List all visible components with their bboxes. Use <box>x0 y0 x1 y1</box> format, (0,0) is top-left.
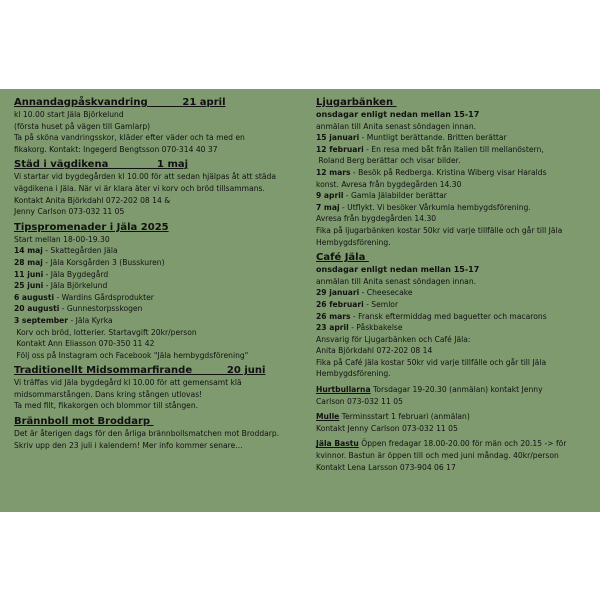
cafe-intro: anmälan till Anita senast söndagen innan. <box>316 276 477 286</box>
section-cafe-jala <box>316 252 596 380</box>
event-text: - Besök på Redberga. Kristina Wiberg visar Haralds <box>350 167 547 177</box>
event-text: - Muntligt berättande. Britten berättar <box>359 133 507 143</box>
ljugar-event <box>316 190 596 202</box>
tips-date: 25 juni <box>14 281 44 291</box>
tips-date-row <box>14 245 300 257</box>
stad-line: Kontakt Anita Björkdahl 072-202 08 14 & <box>14 195 171 205</box>
mulle-text: Terminsstart 1 februari (anmälan) <box>339 412 470 422</box>
section-mulle <box>316 411 596 434</box>
tips-note: Kontakt Ann Eliasson 070-350 11 42 <box>14 339 155 349</box>
hurtbullarna-text: Torsdagar 19-20.30 (anmälan) kontakt Jenny <box>370 385 543 395</box>
tips-date-row <box>14 315 300 327</box>
tips-date-row <box>14 280 300 292</box>
ljugar-event <box>316 225 596 237</box>
bastu-title: Jäla Bastu <box>316 439 359 449</box>
hurtbullarna-line <box>316 384 596 396</box>
bastu-text: Öppen fredagar 18.00-20.00 för män och 20.15 -> för <box>358 439 567 449</box>
section-brannboll <box>14 416 300 451</box>
cafe-heading: Café Jäla <box>316 252 369 264</box>
event-text: - Gamla Jälabilder berättar <box>343 191 447 201</box>
event-text: - En resa med båt från Italien till mellanöstern, <box>363 144 544 154</box>
event-date: 29 januari <box>316 288 360 298</box>
tips-place: - Jäla Bygdegård <box>43 269 109 279</box>
section-bastu <box>316 438 596 473</box>
hurtbullarna-title: Hurtbullarna <box>316 385 371 395</box>
stad-line: Jenny Carlson 073-032 11 05 <box>14 207 125 217</box>
tips-place: - Jäla Kyrka <box>68 315 113 325</box>
annandag-line: (första huset på vägen till Gamlarp) <box>14 121 151 131</box>
stad-line: Vi startar vid bygdegården kl 10.00 för att sedan hjälpas åt att städa <box>14 172 277 182</box>
event-text: Fika på ljugarbänken kostar 50kr vid varje tillfälle och går till Jäla <box>316 225 563 235</box>
tips-intro: Start mellan 18-00-19.30 <box>14 234 110 244</box>
bastu-line: Kontakt Lena Larsson 073-904 06 17 <box>316 462 456 472</box>
tips-date: 28 maj <box>14 257 43 267</box>
ljugar-event <box>316 132 596 144</box>
right-column <box>316 97 596 473</box>
event-date: 12 februari <box>316 144 364 154</box>
ljugar-event <box>316 144 596 156</box>
section-hurtbullarna <box>316 384 596 407</box>
tips-place: - Jäla Korsgården 3 (Busskuren) <box>42 257 165 267</box>
cafe-note: Fika på Café Jäla kostar 50kr vid varje tillfälle och går till Jäla <box>316 357 547 367</box>
ljugar-event <box>316 213 596 225</box>
section-stad <box>14 159 300 217</box>
section-ljugarbanken <box>316 97 596 248</box>
midsommar-heading: Traditionellt Midsommarfirande 20 juni <box>14 365 266 377</box>
bastu-line: kvinnor. Bastun är öppen till och med juni måndag. 40kr/person <box>316 451 559 461</box>
tips-date-row <box>14 292 300 304</box>
stad-heading: Städ i vägdikena 1 maj <box>14 159 189 171</box>
tips-place: - Gunnestorpsskogen <box>59 304 143 314</box>
event-text: - Utflykt. Vi besöker Vårkumla hembygdsförening. <box>339 202 531 212</box>
event-date: 26 mars <box>316 311 351 321</box>
tips-date-row <box>14 257 300 269</box>
event-text: Roland Berg berättar och visar bilder. <box>316 156 461 166</box>
event-date: 15 januari <box>316 133 360 143</box>
annandag-line: fikakorg. Kontakt: Ingegerd Bengtsson 070-314 40 37 <box>14 144 218 154</box>
cafe-event <box>316 322 596 334</box>
tips-date: 6 augusti <box>14 292 55 302</box>
cafe-event <box>316 287 596 299</box>
event-text: Avresa från bygdegården 14.30 <box>316 214 437 224</box>
ljugar-event <box>316 237 596 249</box>
annandag-line: Ta på sköna vandringsskor, kläder efter väder och ta med en <box>14 133 245 143</box>
cafe-event <box>316 311 596 323</box>
event-text: - Cheesecake <box>359 288 413 298</box>
cafe-sub: onsdagar enligt nedan mellan 15-17 <box>316 265 480 275</box>
ljugar-event <box>316 167 596 179</box>
tips-date-row <box>14 269 300 281</box>
ljugar-event <box>316 179 596 191</box>
ljugar-event <box>316 155 596 167</box>
cafe-note: Ansvarig för Ljugarbänken och Café Jäla: <box>316 334 471 344</box>
event-date: 23 april <box>316 323 349 333</box>
tips-date: 20 augusti <box>14 304 60 314</box>
tips-note: Följ oss på Instagram och Facebook "Jäla hembygdsförening" <box>14 350 249 360</box>
annandag-line: kl 10.00 start Jäla Björkelund <box>14 110 124 119</box>
event-date: 9 april <box>316 191 344 201</box>
brannboll-line: Skriv upp den 23 juli i kalendern! Mer info kommer senare... <box>14 440 243 450</box>
ljugar-heading: Ljugarbänken <box>316 97 397 108</box>
midsommar-line: Ta med filt, fikakorgen och blommor till stången. <box>14 401 199 411</box>
hurtbullarna-line: Carlson 073-032 11 05 <box>316 396 403 406</box>
event-date: 7 maj <box>316 202 340 212</box>
tips-date: 3 september <box>14 315 69 325</box>
tips-place: - Wardins Gårdsprodukter <box>54 292 154 302</box>
stad-line: vägdikena i Jäla. När vi är klara äter vi korv och bröd tillsammans. <box>14 183 265 193</box>
event-text: - Påskbakelse <box>348 323 403 333</box>
mulle-line: Kontakt Jenny Carlson 073-032 11 05 <box>316 423 458 433</box>
tips-place: - Jäla Björkelund <box>43 281 108 291</box>
section-annandag <box>14 97 300 155</box>
annandag-heading: Annandagpåskvandring 21 april <box>14 97 226 108</box>
mulle-line <box>316 411 596 423</box>
ljugar-event <box>316 202 596 214</box>
tips-date: 14 maj <box>14 246 43 256</box>
tips-date: 11 juni <box>14 269 44 279</box>
ljugar-intro: anmälan till Anita senast söndagen innan. <box>316 121 477 131</box>
event-date: 26 februari <box>316 299 364 309</box>
cafe-note: Anita Björkdahl 072-202 08 14 <box>316 346 433 356</box>
mulle-title: Mulle <box>316 412 340 422</box>
event-text: - Fransk eftermiddag med baguetter och macarons <box>350 311 547 321</box>
tips-note: Korv och bröd, lotterier. Startavgift 20kr/person <box>14 327 197 337</box>
cafe-event <box>316 299 596 311</box>
tips-heading: Tipspromenader i Jäla 2025 <box>14 221 169 233</box>
left-column <box>14 97 300 451</box>
cafe-note: Hembygdsförening. <box>316 369 391 379</box>
brannboll-heading: Brännboll mot Broddarp <box>14 416 154 428</box>
event-date: 12 mars <box>316 167 351 177</box>
event-text: konst. Avresa från bygdegården 14.30 <box>316 179 462 189</box>
brannboll-line: Det är återigen dags för den årliga brännbollsmatchen mot Broddarp. <box>14 429 280 439</box>
section-tipspromenader <box>14 222 300 362</box>
event-text: Hembygdsförening. <box>316 237 391 247</box>
event-text: - Semlor <box>363 299 399 309</box>
midsommar-line: Vi träffas vid Jäla bygdegård kl 10.00 för att gemensamt klä <box>14 378 242 388</box>
ljugar-sub: onsdagar enligt nedan mellan 15-17 <box>316 110 480 119</box>
tips-date-row <box>14 303 300 315</box>
tips-place: - Skattegården Jäla <box>42 246 118 256</box>
bastu-line <box>316 438 596 450</box>
midsommar-line: midsommarstången. Dans kring stången utlovas! <box>14 389 203 399</box>
section-midsommar <box>14 365 300 412</box>
flyer-panel <box>0 89 600 512</box>
